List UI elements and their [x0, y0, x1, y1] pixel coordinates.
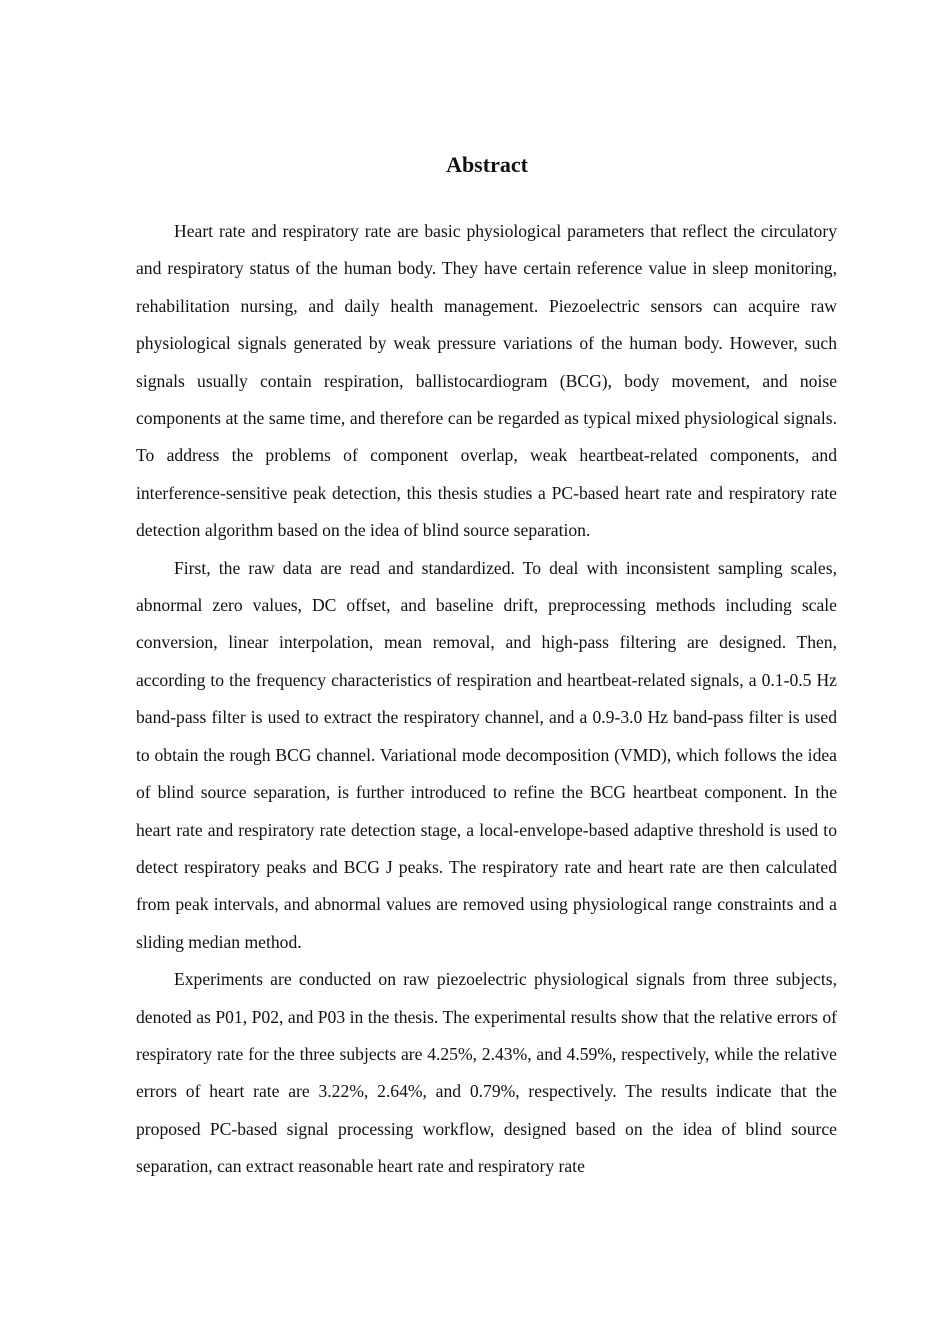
- abstract-title: Abstract: [446, 152, 528, 177]
- abstract-paragraph-3: Experiments are conducted on raw piezoelectric physiological signals from three subjects, denoted as P01, P02, and P03 in the thesis. The experimental results show that the relative errors of respiratory rate for the three subjects are 4.25%, 2.43%, and 4.59%, respectively, while the relative errors of heart rate are 3.22%, 2.64%, and 0.79%, respectively. The results indicate that the proposed PC-based signal processing workflow, designed based on the idea of blind source separation, can extract reasonable heart rate and respiratory rate: [136, 969, 837, 1177]
- abstract-paragraph-2: First, the raw data are read and standardized. To deal with inconsistent sampling scales, abnormal zero values, DC offset, and baseline drift, preprocessing methods including scale conversion, linear interpolation, mean removal, and high-pass filtering are designed. Then, according to the frequency characteristics of respiration and heartbeat-related signals, a 0.1-0.5 Hz band-pass filter is used to extract the respiratory channel, and a 0.9-3.0 Hz band-pass filter is used to obtain the rough BCG channel. Variational mode decomposition (VMD), which follows the idea of blind source separation, is further introduced to refine the BCG heartbeat component. In the heart rate and respiratory rate detection stage, a local-envelope-based adaptive threshold is used to detect respiratory peaks and BCG J peaks. The respiratory rate and heart rate are then calculated from peak intervals, and abnormal values are removed using physiological range constraints and a sliding median method.: [136, 557, 837, 952]
- abstract-paragraph-1: Heart rate and respiratory rate are basic physiological parameters that reflect the circulatory and respiratory status of the human body. They have certain reference value in sleep monitoring, rehabilitation nursing, and daily health management. Piezoelectric sensors can acquire raw physiological signals generated by weak pressure variations of the human body. However, such signals usually contain respiration, ballistocardiogram (BCG), body movement, and noise components at the same time, and therefore can be regarded as typical mixed physiological signals. To address the problems of component overlap, weak heartbeat-related components, and interference-sensitive peak detection, this thesis studies a PC-based heart rate and respiratory rate detection algorithm based on the idea of blind source separation.: [136, 221, 837, 541]
- abstract-body: [136, 213, 837, 1186]
